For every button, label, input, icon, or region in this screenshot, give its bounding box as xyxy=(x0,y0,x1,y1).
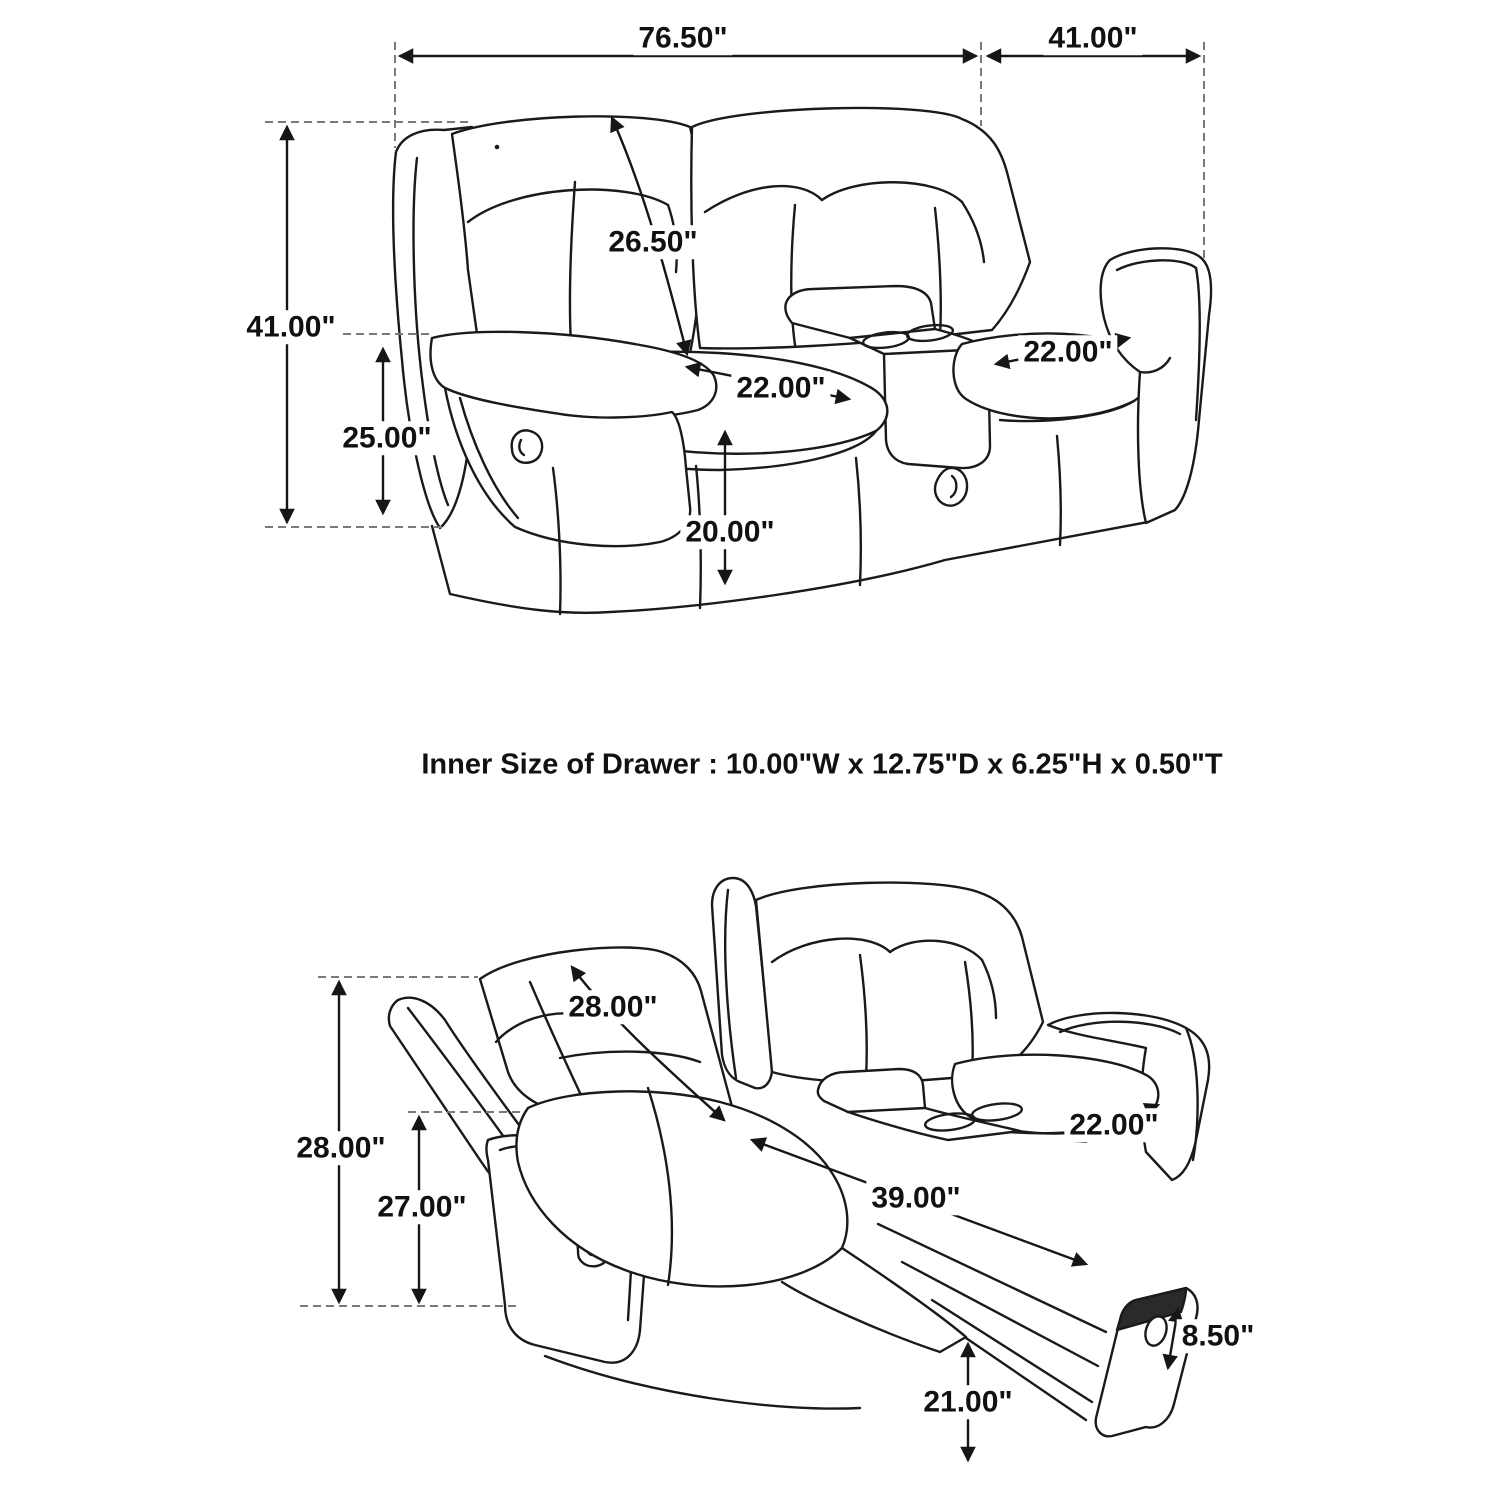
dim-reclined-seat-width: 22.00" xyxy=(1064,1108,1163,1142)
dim-seat-height: 20.00" xyxy=(680,515,779,549)
dim-reclined-height: 28.00" xyxy=(291,1131,390,1165)
dim-footrest-panel: 8.50" xyxy=(1177,1319,1260,1353)
dim-overall-height: 41.00" xyxy=(241,310,340,344)
dim-reclined-arm-height: 27.00" xyxy=(372,1190,471,1224)
dim-reclined-length: 39.00" xyxy=(866,1181,965,1215)
dim-backrest-length: 28.00" xyxy=(563,990,662,1024)
dim-overall-width: 76.50" xyxy=(633,21,732,55)
dim-arm-height: 25.00" xyxy=(337,421,436,455)
dim-footrest-clearance: 21.00" xyxy=(918,1385,1017,1419)
dim-right-seat-width: 22.00" xyxy=(1018,335,1117,369)
dim-overall-depth: 41.00" xyxy=(1043,21,1142,55)
dim-back-cushion: 26.50" xyxy=(603,225,702,259)
drawer-size-note: Inner Size of Drawer : 10.00"W x 12.75"D x 6.25"H x 0.50"T xyxy=(421,748,1223,781)
dim-left-seat-width: 22.00" xyxy=(731,371,830,405)
